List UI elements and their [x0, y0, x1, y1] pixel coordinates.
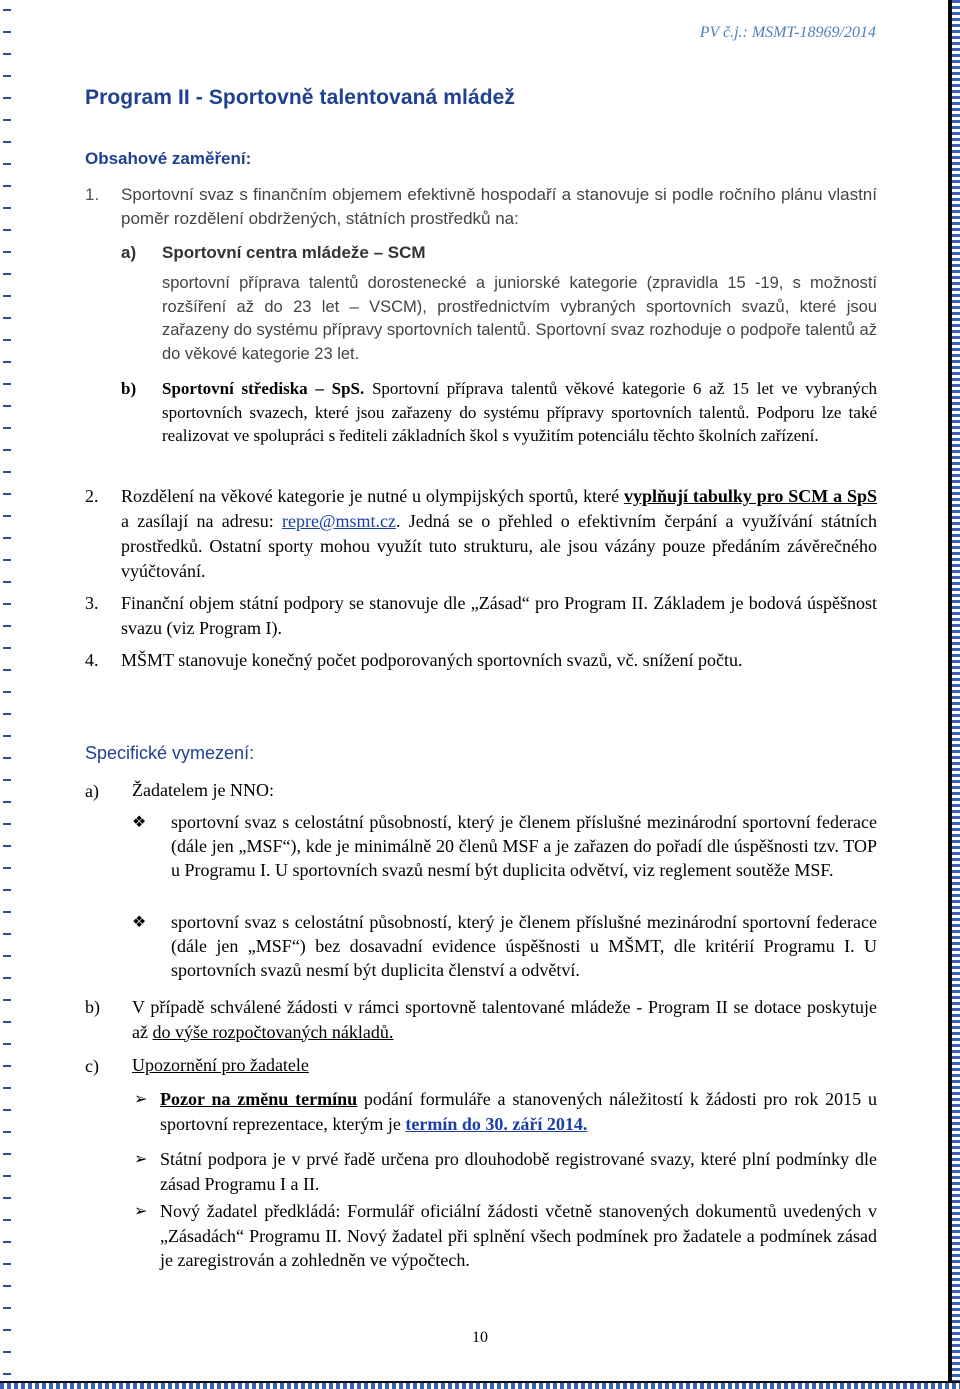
- sub-item-text: Sportovní příprava talentů věkové kategorie 6 až 15 let ve vybraných sportovních svazech, které jsou zařazeny do systému přípravy sportovních talentů. Podporu lze také realizovat ve spolupráci s řediteli základních škol s využitím potenciálu těchto školních zařízení.: [162, 379, 877, 445]
- sub-item-text: sportovní příprava talentů dorostenecké a juniorské kategorie (zpravidla 15 -19, s možností rozšíření až do 23 let – VSCM), prostřednictvím vybraných sportovních svazů, které jsou zařazeny do systému přípravy sportovních talentů. Sportovní svaz rozhoduje o podpoře talentů až do věkové kategorie 23 let.: [162, 274, 877, 363]
- item-text: Finanční objem státní podpory se stanovuje dle „Zásad“ pro Program II. Základem je bodová úspěšnost svazu (viz Program I).: [121, 593, 877, 638]
- item-number: 3.: [85, 593, 99, 613]
- email-link[interactable]: repre@msmt.cz: [281, 511, 397, 531]
- arrow-bullet-icon: ➢: [134, 1203, 148, 1220]
- item-text: Rozdělení na věkové kategorie je nutné u olympijských sportů, které vyplňují tabulky pro SCM a SpS a zasílají na adresu: repre@msmt.cz. Jedná se o přehled o efektivním čerpání a využívání státních prostředků. Ostatní sporty mohou využít tuto strukturu, ale jsou vázány pouze předáním závěrečného vyúčtování.: [121, 486, 878, 581]
- page-border-right: [948, 0, 960, 1389]
- spec-b-text: V případě schválené žádosti v rámci sportovně talentované mládeže - Program II se dotace poskytuje až do výše rozpočtovaných nákladů.: [132, 997, 877, 1042]
- spec-c-bullet: Státní podpora je v prvé řadě určena pro dlouhodobě registrované svazy, které plní podmínky dle zásad Programu I a II.: [160, 1149, 877, 1194]
- sub-item-title: Sportovní centra mládeže – SCM: [162, 243, 426, 262]
- item-text: MŠMT stanovuje konečný počet podporovaných sportovních svazů, vč. snížení počtu.: [121, 650, 743, 670]
- diamond-bullet-icon: ❖: [132, 814, 147, 831]
- spec-a-intro: Žadatelem je NNO:: [132, 780, 274, 800]
- page-border-bottom: [0, 1381, 960, 1389]
- arrow-bullet-icon: ➢: [134, 1091, 148, 1108]
- spec-label: b): [85, 997, 100, 1017]
- sub-item-label: a): [121, 243, 137, 262]
- document-reference: PV č.j.: MSMT-18969/2014: [699, 24, 876, 41]
- page-number: 10: [472, 1329, 488, 1346]
- spec-c-title: Upozornění pro žadatele: [132, 1055, 309, 1075]
- item-text: Sportovní svaz s finančním objemem efektivně hospodaří a stanovuje si podle ročního plánu vlastní poměr rozdělení obdržených, státních prostředků na:: [121, 185, 877, 228]
- sub-item-label: b): [121, 379, 137, 398]
- item-number: 2.: [85, 486, 99, 506]
- spec-a-bullet: sportovní svaz s celostátní působností, který je členem příslušné mezinárodní sportovní federace (dále jen „MSF“), kde je minimálně 20 členů MSF a je zařazen do pořadí dle úspěšnosti tzv. TOP u Programu I. U sportovních svazů nesmí být duplicita odvětví, viz reglement soutěže MSF.: [171, 812, 877, 881]
- diamond-bullet-icon: ❖: [132, 914, 147, 931]
- page-title: Program II - Sportovně talentovaná mládež: [85, 86, 516, 109]
- arrow-bullet-icon: ➢: [134, 1151, 148, 1168]
- section-heading-specific: Specifické vymezení:: [85, 743, 255, 763]
- item-number: 4.: [85, 650, 99, 670]
- spec-c-bullet: Pozor na změnu termínu podání formuláře a stanovených náležitostí k žádosti pro rok 2015 u sportovní reprezentace, kterým je termín do 30. září 2014.: [160, 1089, 877, 1134]
- sub-item-b-paragraph: [162, 377, 877, 448]
- page-border-left: [3, 0, 11, 1389]
- item-number: 1.: [85, 185, 100, 204]
- sub-item-title: Sportovní střediska – SpS.: [162, 379, 365, 398]
- spec-label: c): [85, 1056, 99, 1076]
- spec-c-bullet: Nový žadatel předkládá: Formulář oficiální žádosti včetně stanovených dokumentů uvedených v „Zásadách“ Programu II. Nový žadatel při splnění všech podmínek pro žadatele a podmínek zásad je zaregistrován a zohledněn ve výpočtech.: [160, 1201, 877, 1270]
- spec-a-bullet: sportovní svaz s celostátní působností, který je členem příslušné mezinárodní sportovní federace (dále jen „MSF“) bez dosavadní evidence úspěšnosti u MŠMT, dle kritérií Programu I. U sportovních svazů nesmí být duplicita členství a odvětví.: [171, 912, 877, 981]
- section-heading-content: Obsahové zaměření:: [85, 149, 252, 168]
- spec-label: a): [85, 781, 99, 801]
